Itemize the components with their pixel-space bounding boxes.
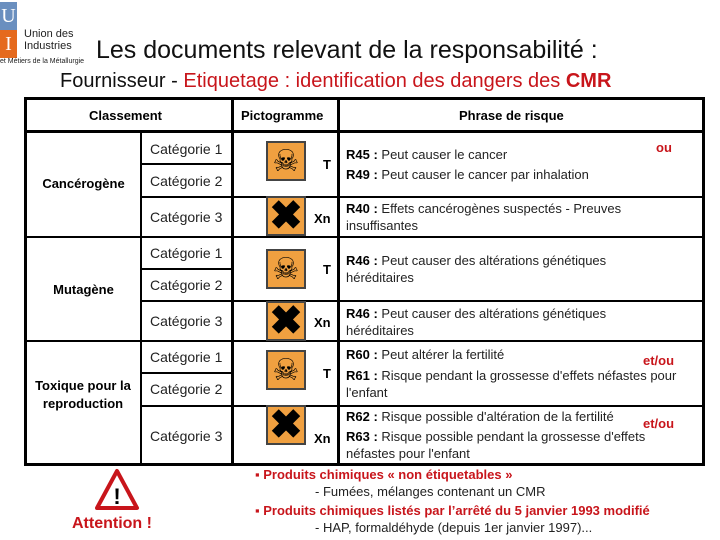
symbol-label: Xn	[314, 315, 331, 330]
risk-phrase: R61 : Risque pendant la grossesse d'effets néfastes pour l'enfant	[346, 368, 677, 400]
category-label: Catégorie 2	[150, 277, 223, 293]
note-sub: - HAP, formaldéhyde (depuis 1er janvier 1997)...	[315, 520, 593, 535]
skull-icon: ☠	[266, 141, 306, 181]
skull-icon: ☠	[266, 350, 306, 390]
conjunction-etou: et/ou	[643, 353, 675, 368]
divider	[231, 97, 234, 466]
header-phrase: Phrase de risque	[459, 108, 564, 123]
category-label: Catégorie 2	[150, 173, 223, 189]
risk-phrase: R62 : Risque possible d'altération de la fertilité	[346, 409, 614, 424]
divider	[140, 196, 705, 198]
page-subtitle	[60, 70, 611, 93]
category-label: Catégorie 1	[150, 141, 223, 157]
divider	[140, 372, 232, 374]
cross-icon: ✖	[266, 301, 306, 341]
divider	[702, 97, 705, 466]
cross-icon: ✖	[266, 405, 306, 445]
subtitle-prefix: Fournisseur -	[60, 70, 184, 92]
logo-line2: Industries	[24, 40, 72, 52]
subtitle-main: Etiquetage : identification des dangers des	[183, 70, 566, 92]
category-label: Catégorie 3	[150, 209, 223, 225]
category-label: Catégorie 1	[150, 245, 223, 261]
risk-phrase: R46 : Peut causer des altérations génétiques héréditaires	[346, 253, 607, 285]
logo-i: I	[0, 30, 17, 58]
logo-line3: et Métiers de la Métallurgie	[0, 58, 85, 65]
conjunction-etou: et/ou	[643, 416, 675, 431]
skull-icon: ☠	[266, 249, 306, 289]
risk-phrase: R46 : Peut causer des altérations génétiques héréditaires	[346, 306, 607, 338]
symbol-label: Xn	[314, 431, 331, 446]
risk-phrase: R45 : Peut causer le cancer	[346, 147, 508, 162]
divider	[24, 463, 705, 466]
logo-text	[24, 28, 74, 52]
svg-text:!: !	[113, 484, 121, 509]
subtitle-bold: CMR	[565, 70, 612, 92]
warning-icon	[94, 468, 140, 512]
group-reproduction: Toxique pour la reproduction	[35, 378, 131, 411]
divider	[140, 163, 232, 165]
note-sub: - Fumées, mélanges contenant un CMR	[315, 484, 546, 499]
note-bullet: ▪ Produits chimiques listés par l’arrêté du 5 janvier 1993 modifié	[255, 503, 650, 518]
category-label: Catégorie 3	[150, 428, 223, 444]
symbol-label: Xn	[314, 211, 331, 226]
divider	[140, 300, 705, 302]
divider	[337, 97, 340, 466]
category-label: Catégorie 2	[150, 381, 223, 397]
symbol-label: T	[323, 262, 331, 277]
logo-u: U	[0, 2, 17, 30]
header-classement: Classement	[89, 108, 162, 123]
risk-phrase: R49 : Peut causer le cancer par inhalation	[346, 167, 589, 182]
risk-phrase: R40 : Effets cancérogènes suspectés - Preuves insuffisantes	[346, 201, 622, 233]
divider	[140, 268, 232, 270]
divider	[140, 405, 705, 407]
page-title: Les documents relevant de la responsabilité :	[96, 36, 598, 64]
divider	[24, 236, 705, 238]
category-label: Catégorie 1	[150, 349, 223, 365]
note-bullet: ▪ Produits chimiques « non étiquetables »	[255, 467, 513, 482]
symbol-label: T	[323, 157, 331, 172]
risk-phrase: R63 : Risque possible pendant la grossesse d'effets néfastes pour l'enfant	[346, 429, 646, 461]
attention-label: Attention !	[72, 515, 152, 532]
category-label: Catégorie 3	[150, 313, 223, 329]
logo-line1: Union des	[24, 28, 74, 40]
divider	[24, 130, 705, 133]
divider	[24, 340, 705, 342]
group-mutagene: Mutagène	[53, 282, 114, 297]
divider	[24, 97, 705, 100]
header-pictogramme: Pictogramme	[241, 108, 324, 123]
symbol-label: T	[323, 366, 331, 381]
conjunction-ou: ou	[656, 140, 672, 155]
divider	[140, 130, 142, 465]
group-cancerogene: Cancérogène	[42, 176, 125, 191]
risk-phrase: R60 : Peut altérer la fertilité	[346, 347, 505, 362]
cross-icon: ✖	[266, 196, 306, 236]
